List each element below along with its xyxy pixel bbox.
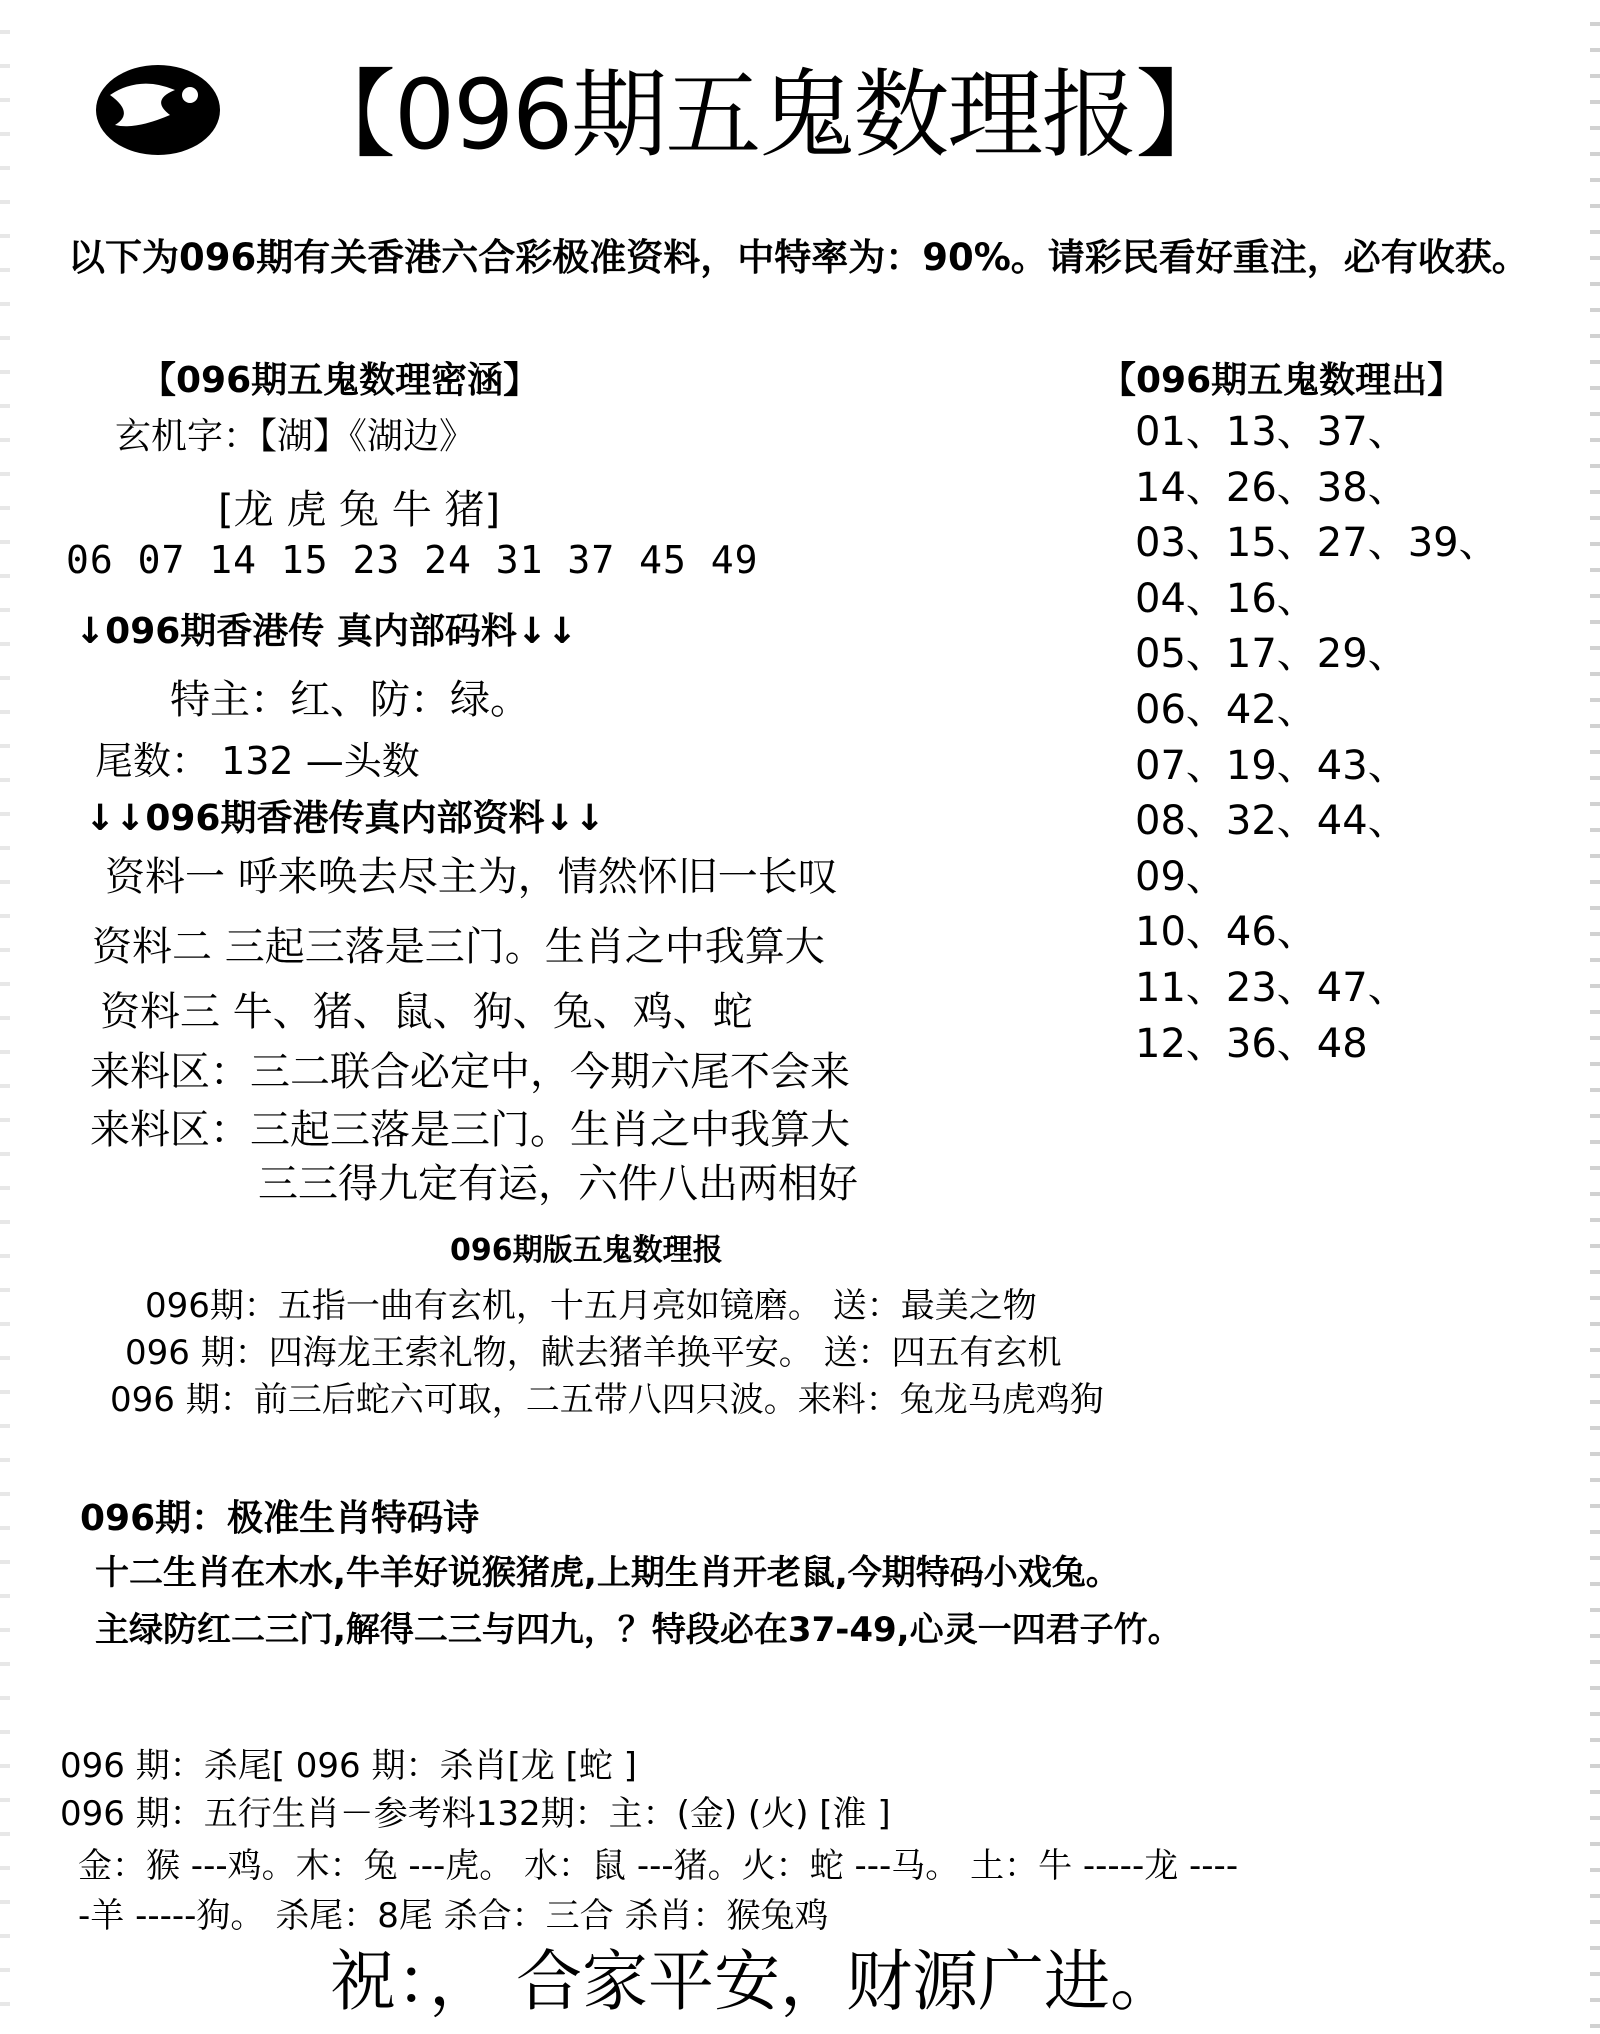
- scan-edge-right: [1590, 0, 1600, 2034]
- list-item: 11、23、47、: [1135, 964, 1408, 1011]
- poem-line-1: 十二生肖在木水,牛羊好说猴猪虎,上期生肖开老鼠,今期特码小戏兔。: [95, 1553, 1120, 1593]
- xuanji-line: 玄机字：【湖】《湖边》: [115, 416, 476, 457]
- mid-line-2: 096 期：四海龙王索礼物，献去猪羊换平安。 送：四五有玄机: [125, 1333, 1062, 1373]
- tezhu-line: 特主：红、防：绿。: [170, 677, 530, 723]
- poem-line-2: 主绿防红二三门,解得二三与四九，？特段必在37-49,心灵一四君子竹。: [95, 1610, 1182, 1650]
- ziliao-3: 资料三 牛、猪、鼠、狗、兔、鸡、蛇: [100, 989, 753, 1035]
- left-section-title: 【096期五鬼数理密涵】: [140, 360, 540, 401]
- list-item: 09、: [1135, 853, 1226, 900]
- ziliao-1: 资料一 呼来唤去尽主为，情然怀旧一长叹: [105, 854, 838, 900]
- bottom-line-4: -羊 -----狗。 杀尾：8尾 杀合：三合 杀肖：猴兔鸡: [78, 1896, 829, 1936]
- list-item: 12、36、48: [1135, 1020, 1368, 1067]
- right-section-title: 【096期五鬼数理出】: [1100, 360, 1464, 401]
- list-item: 10、46、: [1135, 909, 1317, 956]
- list-item: 05、17、29、: [1135, 631, 1408, 678]
- blessing-text: 祝：， 合家平安，财源广进。: [330, 1943, 1176, 2020]
- bottom-line-3: 金：猴 ---鸡。木：兔 ---虎。 水：鼠 ---猪。火：蛇 ---马。 土：牛 -----龙 ----: [78, 1846, 1239, 1886]
- page-title: 【096期五鬼数理报】: [300, 59, 1230, 171]
- mid-line-1: 096期：五指一曲有玄机，十五月亮如镜磨。 送：最美之物: [145, 1286, 1037, 1326]
- weishu-line: 尾数： 132 —头数: [95, 739, 420, 783]
- intro-text: 以下为096期有关香港六合彩极准资料，中特率为：90%。请彩民看好重注，必有收获。: [68, 236, 1529, 279]
- list-item: 08、32、44、: [1135, 798, 1408, 845]
- insider2-title: ↓↓096期香港传真内部资料↓↓: [85, 798, 605, 839]
- list-item: 01、13、37、: [1135, 409, 1408, 455]
- poem-title: 096期：极准生肖特码诗: [80, 1498, 480, 1539]
- list-item: 03、15、27、39、: [1135, 520, 1499, 567]
- right-number-list: [1135, 405, 1499, 1072]
- number-line: 06 07 14 15 23 24 31 37 45 49: [66, 538, 759, 582]
- scan-edge-left: [0, 0, 10, 2034]
- ziliao-2: 资料二 三起三落是三门。生肖之中我算大: [92, 924, 825, 970]
- list-item: 07、19、43、: [1135, 742, 1408, 789]
- list-item: 04、16、: [1135, 575, 1317, 622]
- bottom-line-2: 096 期：五行生肖－参考料132期：主：(金) (火) [淮 ]: [60, 1794, 891, 1834]
- insider-title: ↓096期香港传 真内部码料↓↓: [75, 611, 578, 652]
- mid-subtitle: 096期版五鬼数理报: [450, 1233, 723, 1268]
- lailiao-3: 三三得九定有运，六件八出两相好: [258, 1161, 858, 1207]
- list-item: 14、26、38、: [1135, 464, 1408, 511]
- logo-icon: [80, 55, 225, 165]
- lailiao-2: 来料区：三起三落是三门。生肖之中我算大: [90, 1107, 850, 1153]
- mid-line-3: 096 期：前三后蛇六可取，二五带八四只波。来料：兔龙马虎鸡狗: [110, 1380, 1104, 1420]
- lailiao-1: 来料区：三二联合必定中，今期六尾不会来: [90, 1049, 850, 1095]
- zodiac-line: [龙 虎 兔 牛 猪]: [218, 487, 501, 533]
- list-item: 06、42、: [1135, 686, 1317, 733]
- bottom-line-1: 096 期：杀尾[ 096 期：杀肖[龙 [蛇 ]: [60, 1746, 637, 1786]
